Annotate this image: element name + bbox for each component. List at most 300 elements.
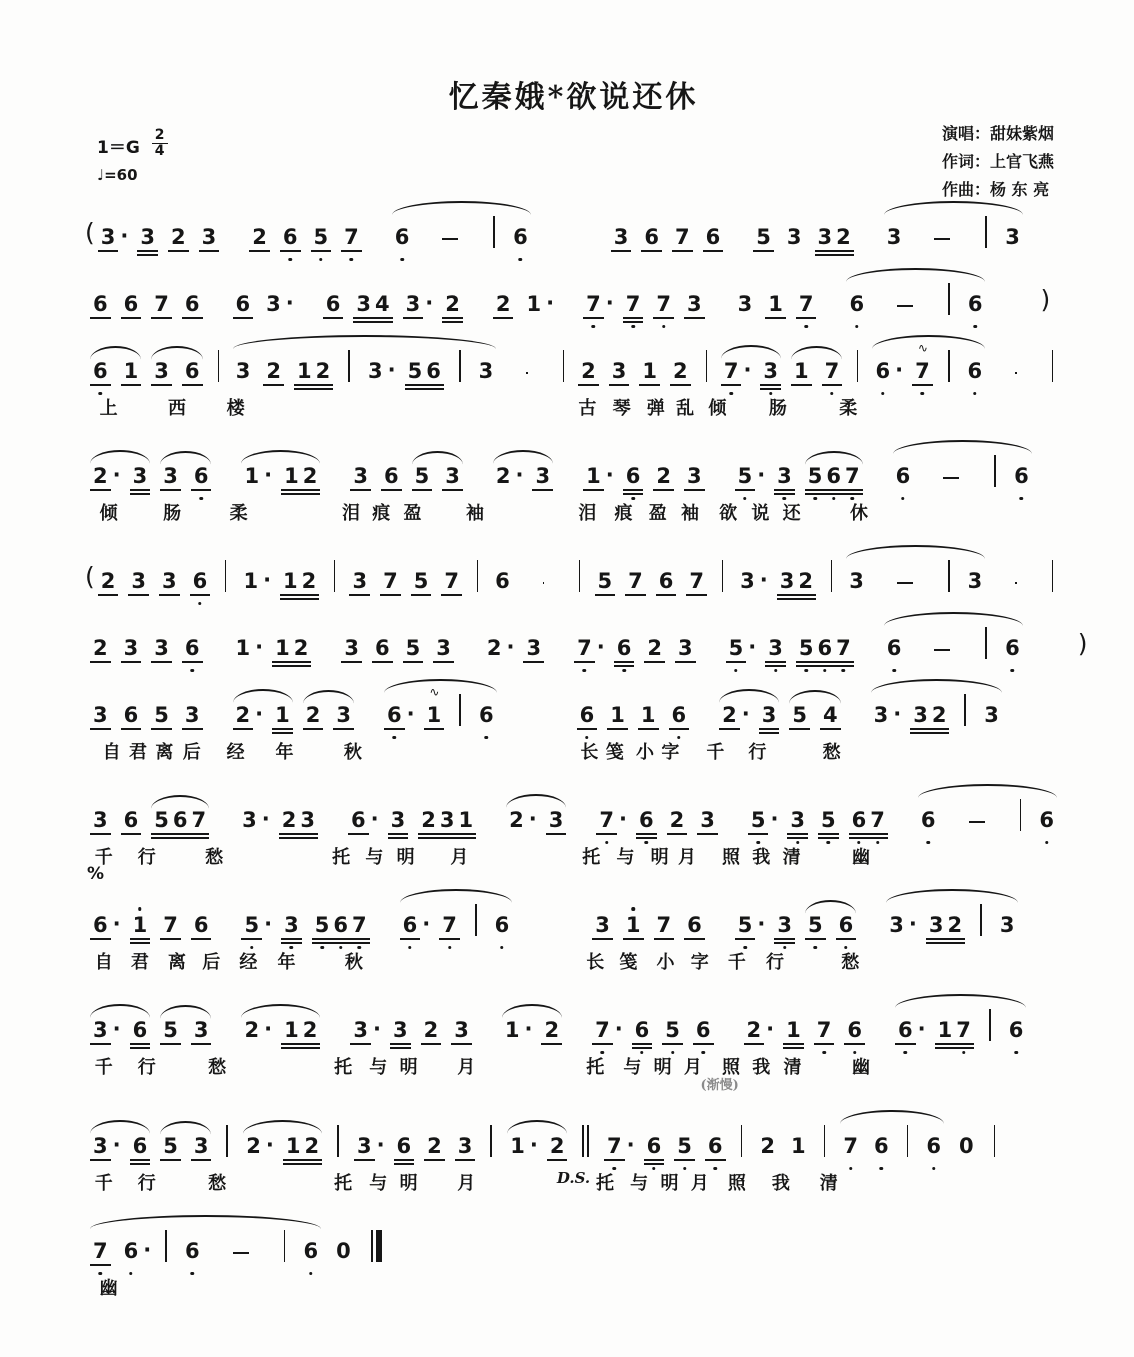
slur-arc bbox=[238, 1135, 327, 1157]
jianpu-note: 6 bbox=[172, 810, 189, 831]
eighth-underline bbox=[313, 384, 334, 386]
barline bbox=[475, 904, 477, 936]
jianpu-note: 3 bbox=[737, 292, 753, 316]
jianpu-note: 3 bbox=[352, 1020, 369, 1041]
eighth-underline bbox=[654, 938, 675, 940]
low-octave-dot bbox=[662, 325, 666, 329]
slur-arc bbox=[146, 810, 214, 831]
jianpu-note: 2 bbox=[797, 571, 814, 592]
eighth-underline bbox=[353, 317, 374, 319]
augmentation-dot: · bbox=[748, 635, 757, 659]
jianpu-note: 5 bbox=[243, 915, 260, 936]
jianpu-note: 7 bbox=[441, 915, 458, 936]
jianpu-note: 3 bbox=[762, 361, 779, 382]
sixteenth-underline bbox=[291, 665, 312, 667]
eighth-underline bbox=[833, 661, 854, 663]
augmentation-dot: · bbox=[528, 807, 537, 831]
sixteenth-underline bbox=[623, 493, 644, 495]
lyric-syllable: 千 bbox=[94, 1173, 113, 1194]
slur-arc bbox=[85, 1230, 326, 1262]
jianpu-note: 3 bbox=[613, 227, 630, 248]
eighth-underline bbox=[233, 728, 254, 730]
sixteenth-underline bbox=[313, 388, 334, 390]
song-title: 忆秦娥*欲说还休 bbox=[448, 80, 699, 115]
eighth-underline bbox=[805, 489, 826, 491]
sixteenth-underline bbox=[783, 1047, 804, 1049]
barline bbox=[493, 216, 495, 248]
jianpu-note: 3 bbox=[849, 569, 864, 593]
augmentation-dot: · bbox=[120, 224, 129, 248]
jianpu-note: 2 bbox=[170, 227, 187, 248]
jianpu-note: 2 bbox=[265, 361, 282, 382]
jianpu-note: 6 bbox=[925, 1136, 942, 1157]
dash-note bbox=[934, 238, 950, 240]
sixteenth-underline bbox=[302, 1163, 323, 1165]
jianpu-note: 5 bbox=[750, 810, 767, 831]
lyric-syllable: 还 bbox=[782, 503, 801, 524]
eighth-underline bbox=[493, 317, 514, 319]
eighth-underline bbox=[294, 384, 315, 386]
eighth-underline bbox=[895, 1043, 916, 1045]
barline bbox=[994, 1125, 996, 1157]
eighth-underline bbox=[656, 594, 677, 596]
slur-arc bbox=[298, 705, 359, 726]
eighth-underline bbox=[400, 938, 421, 940]
jianpu-note: 3 bbox=[132, 466, 149, 487]
eighth-underline bbox=[795, 594, 816, 596]
low-octave-dot bbox=[804, 325, 808, 329]
lyric-syllable: 月 bbox=[450, 847, 469, 868]
key-signature: 1＝G bbox=[97, 137, 140, 158]
rest-note: 0 bbox=[336, 1239, 351, 1263]
eighth-underline bbox=[280, 250, 301, 252]
low-octave-dot bbox=[804, 669, 808, 673]
jianpu-note: 6 bbox=[886, 638, 903, 659]
sixteenth-underline bbox=[372, 321, 393, 323]
slur-arc bbox=[841, 560, 990, 592]
sixteenth-underline bbox=[765, 665, 786, 667]
lyric-syllable: 月 bbox=[690, 1173, 709, 1194]
sixteenth-underline bbox=[294, 388, 315, 390]
lyric-syllable: 千 bbox=[94, 1057, 113, 1078]
jianpu-note: 5 bbox=[676, 1136, 693, 1157]
eighth-underline bbox=[774, 489, 795, 491]
jianpu-note: 6 bbox=[848, 294, 865, 315]
jianpu-note: 3 bbox=[123, 638, 140, 659]
eighth-underline bbox=[372, 661, 393, 663]
jianpu-note: 6 bbox=[1008, 1020, 1025, 1041]
jianpu-note: 2 bbox=[495, 464, 511, 488]
jianpu-note: 6 bbox=[374, 638, 391, 659]
jianpu-note: 7 bbox=[191, 810, 208, 831]
augmentation-dot: · bbox=[766, 1017, 775, 1041]
eighth-underline bbox=[403, 317, 424, 319]
sixteenth-underline bbox=[867, 837, 888, 839]
jianpu-note: 6 bbox=[494, 915, 511, 936]
eighth-underline bbox=[822, 384, 843, 386]
eighth-underline bbox=[574, 661, 595, 663]
music-system bbox=[85, 611, 1088, 660]
meter-denominator: 4 bbox=[154, 142, 165, 159]
eighth-underline bbox=[867, 833, 888, 835]
eighth-underline bbox=[759, 728, 780, 730]
jianpu-note: 3 bbox=[776, 915, 793, 936]
lyrics-row bbox=[85, 948, 1062, 974]
eighth-underline bbox=[330, 938, 351, 940]
slur-arc bbox=[786, 361, 847, 382]
jianpu-note: 1 bbox=[526, 292, 542, 316]
eighth-underline bbox=[189, 833, 210, 835]
jianpu-note: 6 bbox=[132, 1020, 149, 1041]
eighth-underline bbox=[388, 833, 409, 835]
augmentation-dot: · bbox=[143, 1238, 152, 1262]
eighth-underline bbox=[90, 1159, 111, 1161]
lyric-syllable: 千 bbox=[706, 742, 725, 763]
eighth-underline bbox=[814, 661, 835, 663]
lyrics-row bbox=[85, 1053, 1062, 1079]
notes-row bbox=[85, 200, 1062, 248]
jianpu-note: 6 bbox=[707, 1136, 724, 1157]
jianpu-note: 3 bbox=[435, 638, 452, 659]
slur-arc bbox=[867, 341, 990, 383]
eighth-underline bbox=[341, 661, 362, 663]
eighth-underline bbox=[90, 938, 111, 940]
eighth-underline bbox=[333, 728, 354, 730]
rest-note: 0 bbox=[959, 1134, 974, 1158]
jianpu-note: 2 bbox=[669, 810, 686, 831]
barline bbox=[226, 1125, 228, 1157]
jianpu-note: 3 bbox=[390, 810, 407, 831]
eighth-underline bbox=[636, 833, 657, 835]
eighth-underline bbox=[765, 317, 786, 319]
eighth-underline bbox=[411, 594, 432, 596]
augmentation-dot: · bbox=[893, 702, 902, 726]
phrase-paren: ( bbox=[85, 218, 95, 247]
jianpu-note: 3 bbox=[886, 225, 902, 249]
dash-note bbox=[1015, 582, 1017, 584]
augmentation-dot: · bbox=[529, 1133, 538, 1157]
sixteenth-underline bbox=[774, 493, 795, 495]
sixteenth-underline bbox=[272, 732, 293, 734]
augmentation-dot: · bbox=[112, 1133, 121, 1157]
augmentation-dot: · bbox=[908, 912, 917, 936]
jianpu-note: 6 bbox=[851, 810, 868, 831]
jianpu-note: 3 bbox=[776, 466, 793, 487]
eighth-underline bbox=[281, 1043, 302, 1045]
sixteenth-underline bbox=[442, 321, 463, 323]
augmentation-dot: · bbox=[285, 291, 294, 315]
jianpu-note: 7 bbox=[443, 571, 460, 592]
jianpu-note: 6 bbox=[123, 1241, 140, 1262]
lyric-syllable: 自 bbox=[94, 952, 113, 973]
eighth-underline bbox=[90, 384, 111, 386]
eighth-underline bbox=[297, 833, 318, 835]
slur-arc bbox=[155, 1136, 216, 1157]
barline bbox=[348, 350, 350, 382]
jianpu-note: 6 bbox=[394, 227, 411, 248]
eighth-underline bbox=[424, 1159, 445, 1161]
jianpu-note: 6 bbox=[686, 915, 703, 936]
lyric-syllable: 盈 bbox=[648, 503, 667, 524]
eighth-underline bbox=[442, 317, 463, 319]
jianpu-note: 7 bbox=[844, 466, 861, 487]
jianpu-note: 3 bbox=[677, 638, 694, 659]
jianpu-note: 2 bbox=[931, 705, 948, 726]
sixteenth-underline bbox=[297, 837, 318, 839]
mordent-ornament: ∿ bbox=[429, 685, 439, 699]
lyric-syllable: 痕 bbox=[372, 503, 391, 524]
barline bbox=[824, 1125, 826, 1157]
jianpu-note: 6 bbox=[897, 1020, 914, 1041]
low-octave-dot bbox=[198, 602, 202, 606]
jianpu-note: 3 bbox=[351, 571, 368, 592]
lyric-syllable: 君 bbox=[128, 742, 147, 763]
slur-arc bbox=[228, 704, 298, 726]
sixteenth-underline bbox=[910, 732, 931, 734]
eighth-underline bbox=[748, 833, 769, 835]
eighth-underline bbox=[121, 661, 142, 663]
eighth-underline bbox=[814, 1043, 835, 1045]
eighth-underline bbox=[424, 728, 445, 730]
jianpu-note: 3 bbox=[928, 915, 945, 936]
jianpu-note: 6 bbox=[132, 1136, 149, 1157]
jianpu-note: 2 bbox=[305, 705, 322, 726]
sixteenth-underline bbox=[423, 388, 444, 390]
sixteenth-underline bbox=[842, 493, 863, 495]
augmentation-dot: · bbox=[917, 1017, 926, 1041]
eighth-underline bbox=[638, 728, 659, 730]
eighth-underline bbox=[774, 938, 795, 940]
jianpu-note: 6 bbox=[967, 294, 984, 315]
jianpu-note: 6 bbox=[325, 294, 342, 315]
lyric-syllable: 托 bbox=[586, 1057, 605, 1078]
jianpu-note: 3 bbox=[611, 361, 628, 382]
sixteenth-underline bbox=[388, 837, 409, 839]
jianpu-note: 6 bbox=[967, 361, 984, 382]
lyric-syllable: 乱 bbox=[676, 398, 695, 419]
lyric-syllable: 痕 bbox=[614, 503, 633, 524]
jianpu-note: 5 bbox=[728, 638, 745, 659]
sixteenth-underline bbox=[394, 1163, 415, 1165]
jianpu-note: 3 bbox=[92, 810, 109, 831]
jianpu-note: 6 bbox=[838, 915, 855, 936]
eighth-underline bbox=[272, 728, 293, 730]
lyric-syllable: 古 bbox=[578, 398, 597, 419]
credits-block bbox=[942, 120, 1054, 204]
eighth-underline bbox=[423, 384, 444, 386]
jianpu-note: 3 bbox=[444, 466, 461, 487]
eighth-underline bbox=[137, 250, 158, 252]
slur-arc bbox=[879, 216, 1028, 248]
eighth-underline bbox=[820, 728, 841, 730]
eighth-underline bbox=[384, 728, 405, 730]
jianpu-note: 5 bbox=[597, 571, 614, 592]
slur-arc bbox=[714, 704, 784, 726]
lyric-syllable: 笺 bbox=[619, 952, 638, 973]
slur-arc bbox=[502, 1135, 572, 1157]
jianpu-note: 7 bbox=[576, 638, 593, 659]
slur-arc bbox=[236, 1019, 325, 1041]
eighth-underline bbox=[350, 1043, 371, 1045]
augmentation-dot: · bbox=[263, 568, 272, 592]
slur-arc bbox=[407, 466, 468, 487]
augmentation-dot: · bbox=[112, 1017, 121, 1041]
lyric-syllable: 照 bbox=[727, 1173, 746, 1194]
lyric-syllable: 愁 bbox=[822, 742, 841, 763]
sixteenth-underline bbox=[926, 942, 947, 944]
eighth-underline bbox=[623, 938, 644, 940]
jianpu-note: 3 bbox=[193, 1136, 210, 1157]
eighth-underline bbox=[796, 317, 817, 319]
jianpu-note: 2 bbox=[235, 705, 252, 726]
jianpu-note: 3 bbox=[193, 1020, 210, 1041]
jianpu-note: 2 bbox=[946, 915, 963, 936]
eighth-underline bbox=[121, 728, 142, 730]
eighth-underline bbox=[418, 833, 439, 835]
eighth-underline bbox=[592, 1043, 613, 1045]
dash-note bbox=[526, 372, 528, 374]
jianpu-note: 3 bbox=[686, 294, 703, 315]
jianpu-note: 6 bbox=[579, 705, 596, 726]
credit-singer: 演唱：甜妹紫烟 bbox=[941, 124, 1054, 143]
page-content bbox=[85, 0, 1088, 1319]
eighth-underline bbox=[596, 833, 617, 835]
jianpu-note: 1 bbox=[282, 571, 299, 592]
sixteenth-underline bbox=[795, 598, 816, 600]
barline bbox=[989, 1009, 991, 1041]
eighth-underline bbox=[151, 661, 172, 663]
eighth-underline bbox=[280, 594, 301, 596]
eighth-underline bbox=[421, 1043, 442, 1045]
jianpu-note: 3 bbox=[817, 227, 834, 248]
eighth-underline bbox=[159, 594, 180, 596]
lyric-syllable: 年 bbox=[277, 952, 296, 973]
jianpu-note: 6 bbox=[874, 361, 891, 382]
lyric-syllable: 袖 bbox=[680, 503, 699, 524]
sixteenth-underline bbox=[418, 837, 439, 839]
jianpu-note: 6 bbox=[671, 705, 688, 726]
high-octave-dot bbox=[138, 907, 142, 911]
lyrics-row bbox=[85, 1274, 1062, 1300]
eighth-underline bbox=[90, 728, 111, 730]
jianpu-note: 3 bbox=[789, 810, 806, 831]
jianpu-note: 3 bbox=[761, 705, 778, 726]
augmentation-dot: · bbox=[757, 912, 766, 936]
eighth-underline bbox=[796, 661, 817, 663]
slur-arc bbox=[146, 361, 207, 382]
music-system bbox=[85, 200, 1062, 248]
augmentation-dot: · bbox=[757, 463, 766, 487]
eighth-underline bbox=[912, 384, 933, 386]
notes-row bbox=[85, 1214, 1062, 1262]
eighth-underline bbox=[233, 317, 254, 319]
barline bbox=[165, 1230, 167, 1262]
jianpu-note: 3 bbox=[873, 703, 889, 727]
jianpu-note: 6 bbox=[478, 705, 495, 726]
jianpu-note: 1 bbox=[937, 1020, 954, 1041]
lyric-syllable: 后 bbox=[182, 742, 201, 763]
notes-row bbox=[85, 611, 1088, 660]
lyric-syllable: 秋 bbox=[343, 742, 362, 763]
jianpu-note: 6 bbox=[1038, 810, 1055, 831]
eighth-underline bbox=[350, 489, 371, 491]
jianpu-note: 7 bbox=[598, 810, 615, 831]
lyric-syllable: 与 bbox=[369, 1173, 388, 1194]
lyric-syllable: 托 bbox=[332, 847, 351, 868]
augmentation-dot: · bbox=[596, 635, 605, 659]
lyric-syllable: 离 bbox=[155, 742, 174, 763]
sixteenth-underline bbox=[814, 665, 835, 667]
jianpu-note: 3 bbox=[740, 569, 755, 593]
sixteenth-underline bbox=[636, 837, 657, 839]
lyric-syllable: 明 bbox=[650, 847, 669, 868]
jianpu-note: 1 bbox=[625, 915, 642, 936]
lyric-syllable: 笺 bbox=[605, 742, 624, 763]
jianpu-note: 5 bbox=[153, 810, 170, 831]
sixteenth-underline bbox=[953, 1047, 974, 1049]
slur-arc bbox=[879, 627, 1028, 659]
jianpu-note: 3 bbox=[153, 638, 170, 659]
lyric-syllable: 说 bbox=[751, 503, 770, 524]
jianpu-note: 6 bbox=[625, 466, 642, 487]
eighth-underline bbox=[191, 938, 212, 940]
jianpu-note: 6 bbox=[638, 810, 655, 831]
eighth-underline bbox=[90, 833, 111, 835]
eighth-underline bbox=[281, 938, 302, 940]
jianpu-note: 6 bbox=[123, 294, 140, 315]
jianpu-note: 2 bbox=[302, 1020, 319, 1041]
sixteenth-underline bbox=[170, 837, 191, 839]
lyric-syllable: 行 bbox=[137, 1173, 156, 1194]
sixteenth-underline bbox=[189, 837, 210, 839]
jianpu-note: 2 bbox=[495, 294, 512, 315]
eighth-underline bbox=[644, 661, 665, 663]
jianpu-note: 1 bbox=[585, 466, 602, 487]
lyric-syllable: 与 bbox=[369, 1057, 388, 1078]
eighth-underline bbox=[90, 1264, 111, 1266]
music-system bbox=[85, 783, 1062, 869]
music-system bbox=[85, 334, 1062, 420]
lyric-syllable: 明 bbox=[399, 1057, 418, 1078]
eighth-underline bbox=[697, 833, 718, 835]
eighth-underline bbox=[348, 833, 369, 835]
jianpu-note: 2 bbox=[746, 1020, 763, 1041]
lyric-syllable: 经 bbox=[226, 742, 245, 763]
jianpu-note: 2 bbox=[580, 361, 597, 382]
eighth-underline bbox=[433, 661, 454, 663]
lyric-syllable: 行 bbox=[137, 1057, 156, 1078]
sixteenth-underline bbox=[632, 1047, 653, 1049]
sixteenth-underline bbox=[614, 665, 635, 667]
slur-arc bbox=[85, 1135, 155, 1157]
jianpu-note: 7 bbox=[343, 227, 360, 248]
jianpu-note: 3 bbox=[453, 1020, 470, 1041]
eighth-underline bbox=[182, 317, 203, 319]
eighth-underline bbox=[726, 661, 747, 663]
eighth-underline bbox=[686, 594, 707, 596]
jianpu-note: 6 bbox=[282, 227, 299, 248]
jianpu-note: 1 bbox=[274, 638, 291, 659]
phrase-paren: ) bbox=[1077, 629, 1088, 658]
slur-arc bbox=[236, 465, 325, 487]
jianpu-note: 7 bbox=[382, 571, 399, 592]
augmentation-dot: · bbox=[741, 702, 750, 726]
double-barline bbox=[582, 1125, 589, 1157]
jianpu-note: 6 bbox=[658, 571, 675, 592]
meter-numerator: 2 bbox=[152, 128, 168, 144]
eighth-underline bbox=[662, 1043, 683, 1045]
eighth-underline bbox=[191, 1043, 212, 1045]
